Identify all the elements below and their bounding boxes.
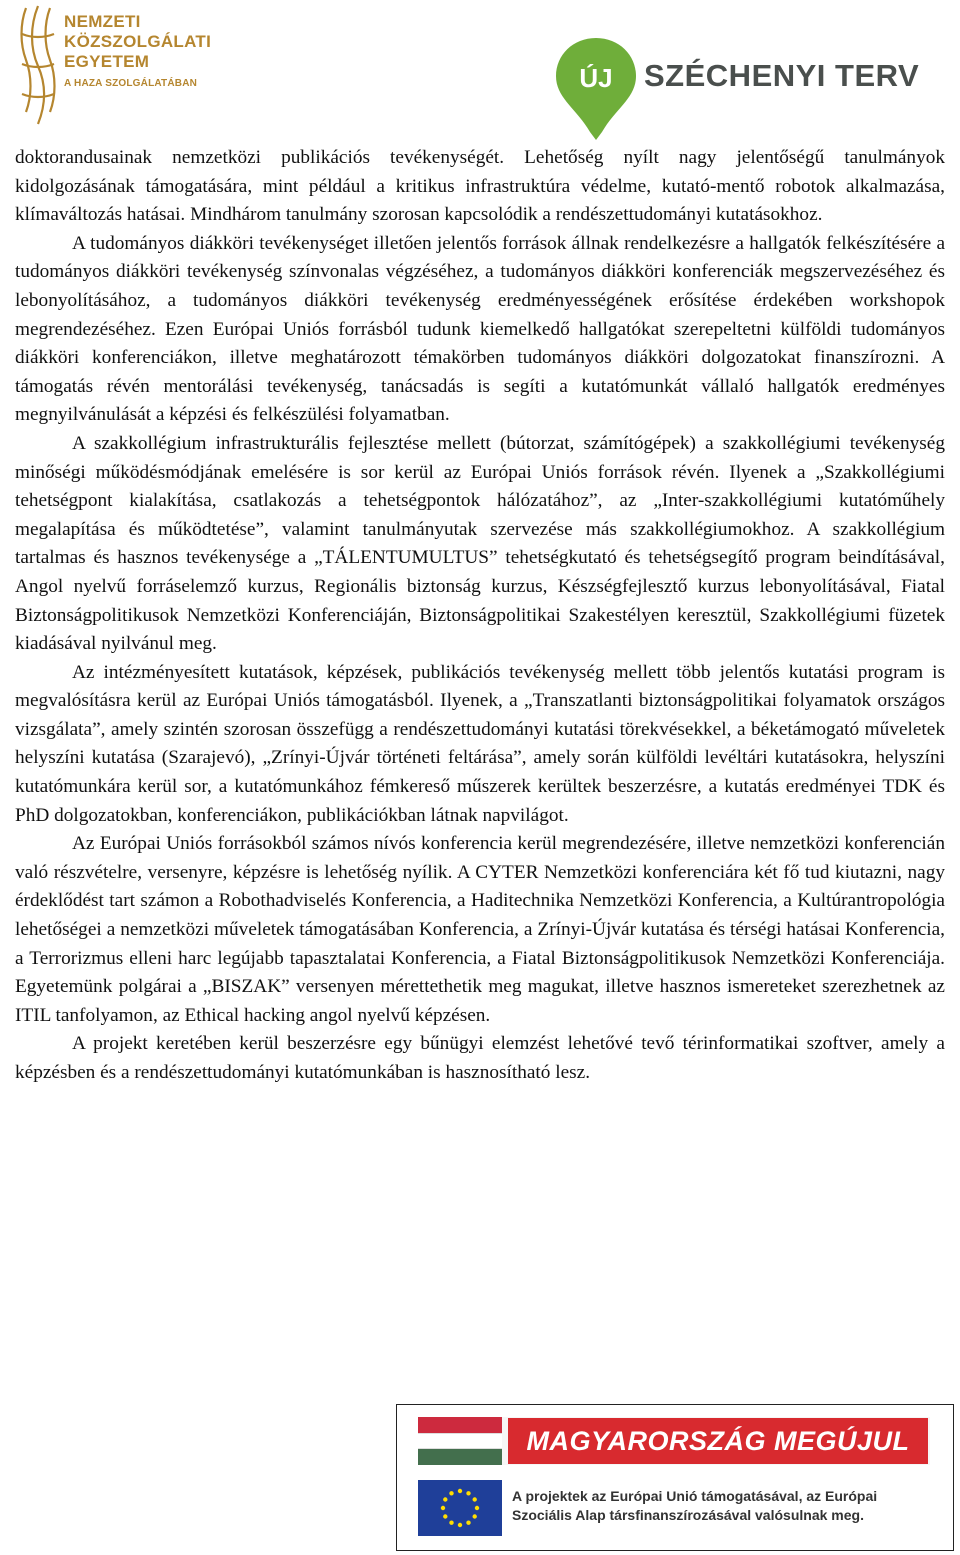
eu-star <box>458 1523 462 1527</box>
eu-star <box>466 1491 470 1495</box>
nke-line-1: NEMZETI <box>64 12 141 31</box>
nke-line-3: EGYETEM <box>64 52 150 71</box>
eu-star <box>449 1521 453 1525</box>
paragraph: A tudományos diákköri tevékenységet illetően jelentős források állnak rendelkezésre a hallgatók felkészítésére a tudományos diákköri tevékenység színvonalas végzéséhez, a tudományos diákköri konferenciák megszervezéséhez és lebonyolításához, a tudományos diákköri tevékenység eredményességének erősítése érdekében workshopok megrendezéséhez. Ezen Európai Uniós forrásból tudunk kiemelkedő hallgatókat szerepeltetni külföldi tudományos diákköri konferenciákon, illetve meghatározott témakörben tudományos diákköri dolgozatokat finanszírozni. A támogatás révén mentorálási tevékenység, tanácsadás is segíti a kutatómunkát vállaló hallgatók eredményes megnyilvánulását a képzési és felkészülési folyamatban. <box>15 232 945 426</box>
szechenyi-title: SZÉCHENYI TERV <box>644 58 920 93</box>
eu-notice-line-2: Szociális Alap társfinanszírozásával valósulnak meg. <box>512 1507 864 1523</box>
eu-star <box>443 1497 447 1501</box>
banner-text: MAGYARORSZÁG MEGÚJUL <box>508 1418 928 1464</box>
eu-star <box>473 1514 477 1518</box>
eu-star <box>475 1506 479 1510</box>
nke-logo <box>18 4 212 128</box>
paragraph: A szakkollégium infrastrukturális fejlesztése mellett (bútorzat, számítógépek) a szakkollégiumi tevékenység minőségi működésmódjának emelésére is sor kerül az Európai Uniós források révén. Ilyenek a „Szakkollégiumi tehetségpont kialakítása, csatlakozás a tehetségpontok hálózatához”, az „Inter-szakkollégiumi kutatóműhely megalapítása és működtetése”, valamint tanulmányutak szervezése más szakkollégiumokhoz. A szakkollégium tartalmas és hasznos tevékenysége a „TÁLENTUMULTUS” tehetségkutató és tehetségsegítő program beindításával, Angol nyelvű forráselemző kurzus, Regionális biztonság kurzus, Készségfejlesztő kurzus lebonyolításával, Fiatal Biztonságpolitikusok Nemzetközi Konferenciáján, Biztonságpolitikai Szakestélyen keresztül, Szakkollégiumi füzetek kiadásával nyilvánul meg. <box>15 432 945 655</box>
magyarorszag-megujul-bar <box>418 1417 930 1465</box>
map-pin-icon <box>552 36 640 140</box>
paragraph: A projekt keretében kerül beszerzésre egy bűnügyi elemzést lehetővé tevő térinformatikai szoftver, amely a képzésben és a rendészettudományi kutatómunkában is hasznosítható lesz. <box>15 1033 945 1083</box>
eu-funding-notice <box>512 1487 942 1525</box>
eu-star <box>441 1506 445 1510</box>
nke-subtitle: A HAZA SZOLGÁLATÁBAN <box>64 78 198 89</box>
eu-star <box>449 1491 453 1495</box>
paragraph: Az intézményesített kutatások, képzések, publikációs tevékenység mellett több jelentős kutatási program is megvalósításra kerül az Európai Uniós támogatásból. Ilyenek, a „Transzatlanti biztonságpolitikai folyamatok országos vizsgálata”, amely szintén szorosan összefügg a rendészettudományi kutatási törekvésekkel, a béketámogató műveletek helyszíni kutatása (Szarajevó), „Zrínyi-Újvár történeti feltárása”, amely során külföldi levéltári kutatásokra, helyszíni kutatómunkára kerül sor, a kutatómunkához fémkereső műszerek kerültek beszerzésre, a kutatás eredményei TDK és PhD dolgozatokban, konferenciákon, publikációkban látnak napvilágot. <box>15 661 945 826</box>
paragraph: doktorandusainak nemzetközi publikációs tevékenységét. Lehetőség nyílt nagy jelentőségű tanulmányok kidolgozásának támogatására, mint például a kritikus infrastruktúra védelme, kutató-mentő robotok alkalmazása, klímaváltozás hatásai. Mindhárom tanulmány szorosan kapcsolódik a rendészettudományi kutatásokhoz. <box>15 147 945 226</box>
eu-star <box>473 1497 477 1501</box>
document-body <box>15 144 945 1088</box>
eu-star <box>466 1521 470 1525</box>
eu-star <box>443 1514 447 1518</box>
hungarian-flag-icon <box>418 1417 502 1465</box>
nke-wordmark <box>64 12 211 94</box>
pin-text: ÚJ <box>579 63 613 93</box>
eu-star <box>458 1489 462 1493</box>
nke-line-2: KÖZSZOLGÁLATI <box>64 32 212 51</box>
eu-flag-icon <box>418 1480 502 1536</box>
nke-emblem-icon <box>18 4 58 128</box>
paragraph: Az Európai Uniós forrásokból számos nívós konferencia kerül megrendezésére, illetve nemzetközi konferencián való részvételre, versenyre, képzésre is lehetőség nyílik. A CYTER Nemzetközi konferenciára két fő tud kiutazni, nagy érdeklődést tart számon a Robothadviselés Konferencia, a Haditechnika Nemzetközi Konferencia, a Kultúrantropológia lehetőségei a nemzetközi műveletek támogatásában Konferencia, a Zrínyi-Újvár kutatása és térségi hatásai Konferencia, a Terrorizmus elleni harc legújabb tapasztalatai Konferencia, a Fiatal Biztonságpolitikusok Nemzetközi Konferenciája. Egyetemünk polgárai a „BISZAK” versenyen mérettethetik meg magukat, illetve hasznos ismereteket szerezhetnek az ITIL tanfolyamon, az Ethical hacking angol nyelvű képzésen. <box>15 833 945 1026</box>
eu-notice-line-1: A projektek az Európai Unió támogatásával, az Európai <box>512 1488 878 1504</box>
szechenyi-terv-logo <box>552 36 932 140</box>
